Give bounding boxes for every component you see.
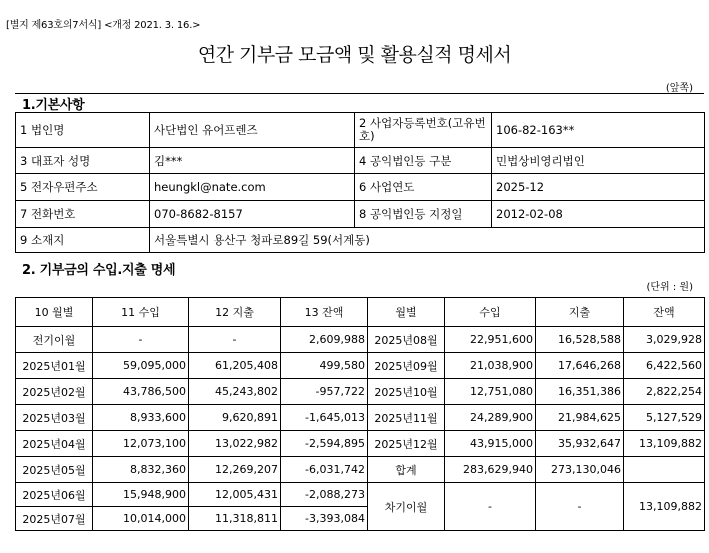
month-cell: 2025년10월 [368,379,445,405]
email-value: heungkl@nate.com [150,174,355,201]
header-balance-2: 잔액 [624,298,705,327]
phone-value: 070-8682-8157 [150,201,355,228]
table-row [16,457,705,483]
balance-cell: 3,029,928 [624,327,705,353]
month-cell: 2025년11월 [368,405,445,431]
table-row [16,431,705,457]
month-cell: 2025년07월 [16,507,93,531]
unit-label: (단위 : 원) [646,282,693,293]
expense-cell: 9,620,891 [189,405,281,431]
table-row [16,483,705,507]
income-cell: 12,073,100 [93,431,189,457]
month-cell: 2025년05월 [16,457,93,483]
address-label: 9 소재지 [16,228,150,253]
header-balance: 13 잔액 [281,298,368,327]
section2-title: 2. 기부금의 수입.지출 명세 [22,263,176,278]
expense-cell: 12,005,431 [189,483,281,507]
table-row [16,379,705,405]
address-value: 서울특별시 용산구 청파로89길 59(서계동) [150,228,705,253]
expense-cell: 11,318,811 [189,507,281,531]
total-income-cell: 283,629,940 [445,457,536,483]
expense-cell: 16,528,588 [536,327,624,353]
month-cell: 2025년08월 [368,327,445,353]
corp-type-value: 민법상비영리법인 [492,148,705,174]
info-row [16,174,705,201]
income-cell: 15,948,900 [93,483,189,507]
corp-name-label: 1 법인명 [16,113,150,148]
fiscal-year-label: 6 사업연도 [355,174,492,201]
email-label: 5 전자우편주소 [16,174,150,201]
header-income-2: 수입 [445,298,536,327]
month-cell: 2025년02월 [16,379,93,405]
income-cell: 12,751,080 [445,379,536,405]
section1-top-rule [15,93,704,94]
designation-date-label: 8 공익법인등 지정일 [355,201,492,228]
header-expense-2: 지출 [536,298,624,327]
balance-cell: -957,722 [281,379,368,405]
month-cell: 2025년09월 [368,353,445,379]
table-row [16,405,705,431]
income-cell: 59,095,000 [93,353,189,379]
income-expense-table [15,297,705,531]
balance-cell: 13,109,882 [624,431,705,457]
basic-info-table [15,112,705,253]
expense-cell: 17,646,268 [536,353,624,379]
month-cell: 전기이월 [16,327,93,353]
header-month-2: 월별 [368,298,445,327]
carryover-expense-cell: - [536,483,624,531]
income-cell: 43,786,500 [93,379,189,405]
corp-name-value: 사단법인 유어프렌즈 [150,113,355,148]
table-row [16,327,705,353]
income-cell: - [93,327,189,353]
total-expense-cell: 273,130,046 [536,457,624,483]
month-cell: 2025년06월 [16,483,93,507]
balance-cell: -2,594,895 [281,431,368,457]
balance-cell: -2,088,273 [281,483,368,507]
info-row [16,148,705,174]
expense-cell: 45,243,802 [189,379,281,405]
carryover-label-cell: 차기이월 [368,483,445,531]
info-row [16,113,705,148]
form-note: [별지 제63호의7서식] <개정 2021. 3. 16.> [6,20,201,31]
total-label-cell: 합계 [368,457,445,483]
balance-cell: -3,393,084 [281,507,368,531]
representative-label: 3 대표자 성명 [16,148,150,174]
balance-cell: 5,127,529 [624,405,705,431]
page-side-label: (앞쪽) [665,83,693,94]
table-row [16,353,705,379]
income-cell: 10,014,000 [93,507,189,531]
header-expense: 12 지출 [189,298,281,327]
income-cell: 22,951,600 [445,327,536,353]
balance-cell: -6,031,742 [281,457,368,483]
header-month: 10 월별 [16,298,93,327]
header-income: 11 수입 [93,298,189,327]
carryover-balance-cell: 13,109,882 [624,483,705,531]
business-number-label: 2 사업자등록번호(고유번호) [355,113,492,148]
info-row [16,201,705,228]
carryover-income-cell: - [445,483,536,531]
phone-label: 7 전화번호 [16,201,150,228]
month-cell: 2025년01월 [16,353,93,379]
expense-cell: 21,984,625 [536,405,624,431]
expense-cell: 13,022,982 [189,431,281,457]
expense-cell: 35,932,647 [536,431,624,457]
representative-value: 김*** [150,148,355,174]
income-cell: 24,289,900 [445,405,536,431]
expense-cell: 12,269,207 [189,457,281,483]
expense-cell: 16,351,386 [536,379,624,405]
table-header-row [16,298,705,327]
balance-cell: 499,580 [281,353,368,379]
month-cell: 2025년04월 [16,431,93,457]
corp-type-label: 4 공익법인등 구분 [355,148,492,174]
income-cell: 8,933,600 [93,405,189,431]
balance-cell: -1,645,013 [281,405,368,431]
expense-cell: - [189,327,281,353]
balance-cell: 2,822,254 [624,379,705,405]
income-cell: 43,915,000 [445,431,536,457]
business-number-value: 106-82-163** [492,113,705,148]
income-cell: 21,038,900 [445,353,536,379]
document-title: 연간 기부금 모금액 및 활용실적 명세서 [197,44,512,66]
balance-cell: 6,422,560 [624,353,705,379]
month-cell: 2025년12월 [368,431,445,457]
total-balance-cell [624,457,705,483]
section1-title: 1.기본사항 [22,98,85,113]
expense-cell: 61,205,408 [189,353,281,379]
designation-date-value: 2012-02-08 [492,201,705,228]
fiscal-year-value: 2025-12 [492,174,705,201]
income-cell: 8,832,360 [93,457,189,483]
info-row [16,228,705,253]
balance-cell: 2,609,988 [281,327,368,353]
month-cell: 2025년03월 [16,405,93,431]
